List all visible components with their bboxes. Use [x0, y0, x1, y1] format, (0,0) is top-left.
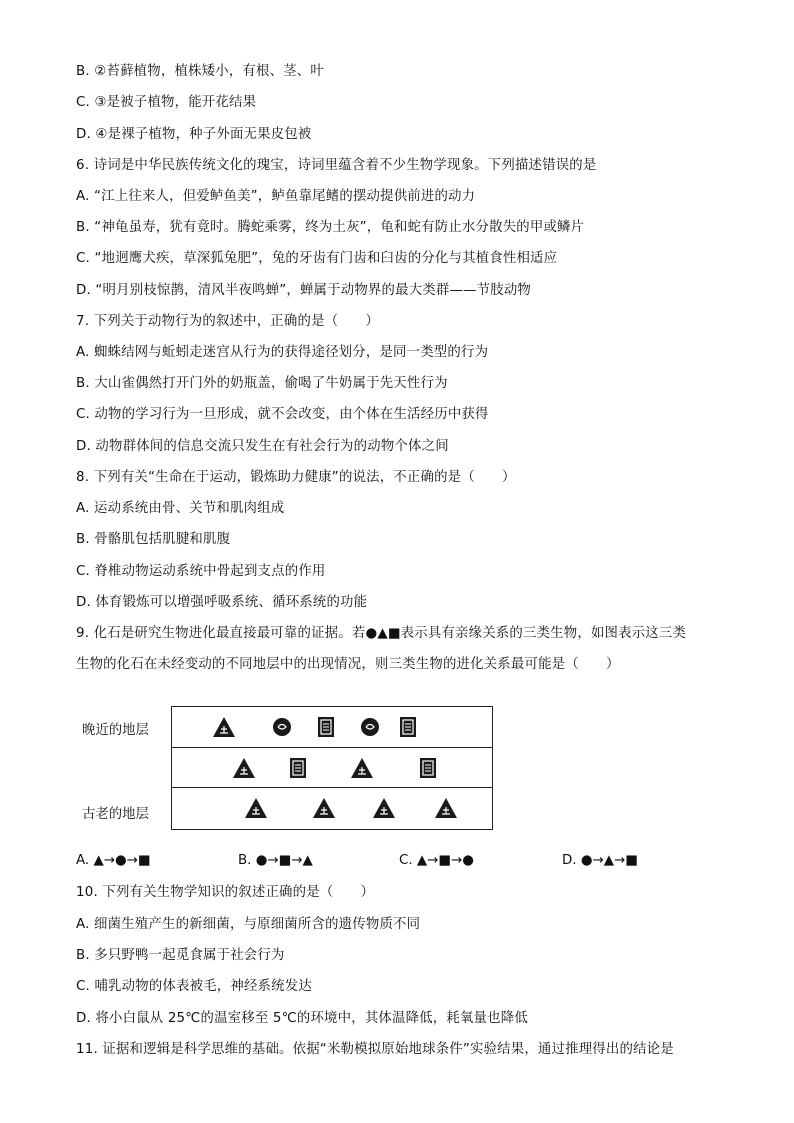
triangle-fossil-icon [232, 756, 256, 780]
q9-option-d: D. ●→▲→■ [562, 853, 638, 868]
triangle-fossil-icon [350, 756, 374, 780]
strata-row-ancient [172, 787, 492, 828]
q6-option-d: D. “明月别枝惊鹊，清风半夜鸣蝉”，蝉属于动物界的最大类群——节肢动物 [76, 283, 532, 298]
q10-option-c: C. 哺乳动物的体表被毛，神经系统发达 [76, 979, 312, 994]
q10-option-b: B. 多只野鸭一起觅食属于社会行为 [76, 948, 285, 963]
square-fossil-icon [286, 756, 310, 780]
q5-option-b: B. ②苔藓植物，植株矮小，有根、茎、叶 [76, 64, 324, 79]
q7-option-c: C. 动物的学习行为一旦形成，就不会改变，由个体在生活经历中获得 [76, 407, 489, 422]
q7-option-b: B. 大山雀偶然打开门外的奶瓶盖，偷喝了牛奶属于先天性行为 [76, 376, 448, 391]
strata-label-recent: 晚近的地层 [82, 723, 149, 738]
q6-option-b: B. “神龟虽寿，犹有竟时。腾蛇乘雾，终为土灰”，龟和蛇有防止水分散失的甲或鳞片 [76, 220, 585, 235]
q5-option-c: C. ③是被子植物，能开花结果 [76, 95, 257, 110]
triangle-fossil-icon [434, 796, 458, 820]
q6-option-a: A. “江上往来人，但爱鲈鱼美”，鲈鱼靠尾鳍的摆动提供前进的动力 [76, 189, 476, 204]
q8-option-a: A. 运动系统由骨、关节和肌肉组成 [76, 501, 285, 516]
q9-option-a: A. ▲→●→■ [76, 853, 151, 868]
q8-option-b: B. 骨骼肌包括肌腱和肌腹 [76, 532, 231, 547]
strata-label-ancient: 古老的地层 [82, 807, 149, 822]
circle-fossil-icon [358, 715, 382, 739]
q9-stem-line2: 生物的化石在未经变动的不同地层中的出现情况，则三类生物的进化关系最可能是（ ） [76, 657, 620, 672]
square-fossil-icon [314, 715, 338, 739]
square-fossil-icon [396, 715, 420, 739]
q9-option-b: B. ●→■→▲ [238, 853, 313, 868]
q7-option-a: A. 蜘蛛结网与蚯蚓走迷宫从行为的获得途径划分，是同一类型的行为 [76, 345, 489, 360]
square-fossil-icon [416, 756, 440, 780]
q9-option-c: C. ▲→■→● [399, 853, 474, 868]
strata-row-middle [172, 747, 492, 788]
q11-stem: 11. 证据和逻辑是科学思维的基础。依据“米勒模拟原始地球条件”实验结果，通过推理得出的结论是 [76, 1042, 674, 1057]
triangle-fossil-icon [212, 715, 236, 739]
q8-option-d: D. 体育锻炼可以增强呼吸系统、循环系统的功能 [76, 595, 368, 610]
triangle-fossil-icon [372, 796, 396, 820]
q7-option-d: D. 动物群体间的信息交流只发生在有社会行为的动物个体之间 [76, 439, 449, 454]
q9-stem-line1: 9. 化石是研究生物进化最直接最可靠的证据。若●▲■表示具有亲缘关系的三类生物，如图表示这三类 [76, 626, 687, 641]
q6-option-c: C. “地迥鹰犬疾，草深狐兔肥”，兔的牙齿有门齿和臼齿的分化与其植食性相适应 [76, 251, 558, 266]
fossil-strata-figure [76, 702, 506, 838]
triangle-fossil-icon [244, 796, 268, 820]
circle-fossil-icon [270, 715, 294, 739]
q8-stem: 8. 下列有关“生命在于运动，锻炼助力健康”的说法，不正确的是（ ） [76, 470, 516, 485]
q5-option-d: D. ④是裸子植物，种子外面无果皮包被 [76, 127, 312, 142]
strata-row-recent [172, 707, 492, 747]
q7-stem: 7. 下列关于动物行为的叙述中，正确的是（ ） [76, 314, 380, 329]
q6-stem: 6. 诗词是中华民族传统文化的瑰宝，诗词里蕴含着不少生物学现象。下列描述错误的是 [76, 158, 597, 173]
q10-option-d: D. 将小白鼠从 25℃的温室移至 5℃的环境中，其体温降低，耗氧量也降低 [76, 1011, 528, 1026]
q8-option-c: C. 脊椎动物运动系统中骨起到支点的作用 [76, 564, 326, 579]
triangle-fossil-icon [312, 796, 336, 820]
q10-option-a: A. 细菌生殖产生的新细菌，与原细菌所含的遗传物质不同 [76, 917, 421, 932]
strata-box [171, 706, 493, 830]
q10-stem: 10. 下列有关生物学知识的叙述正确的是（ ） [76, 885, 375, 900]
